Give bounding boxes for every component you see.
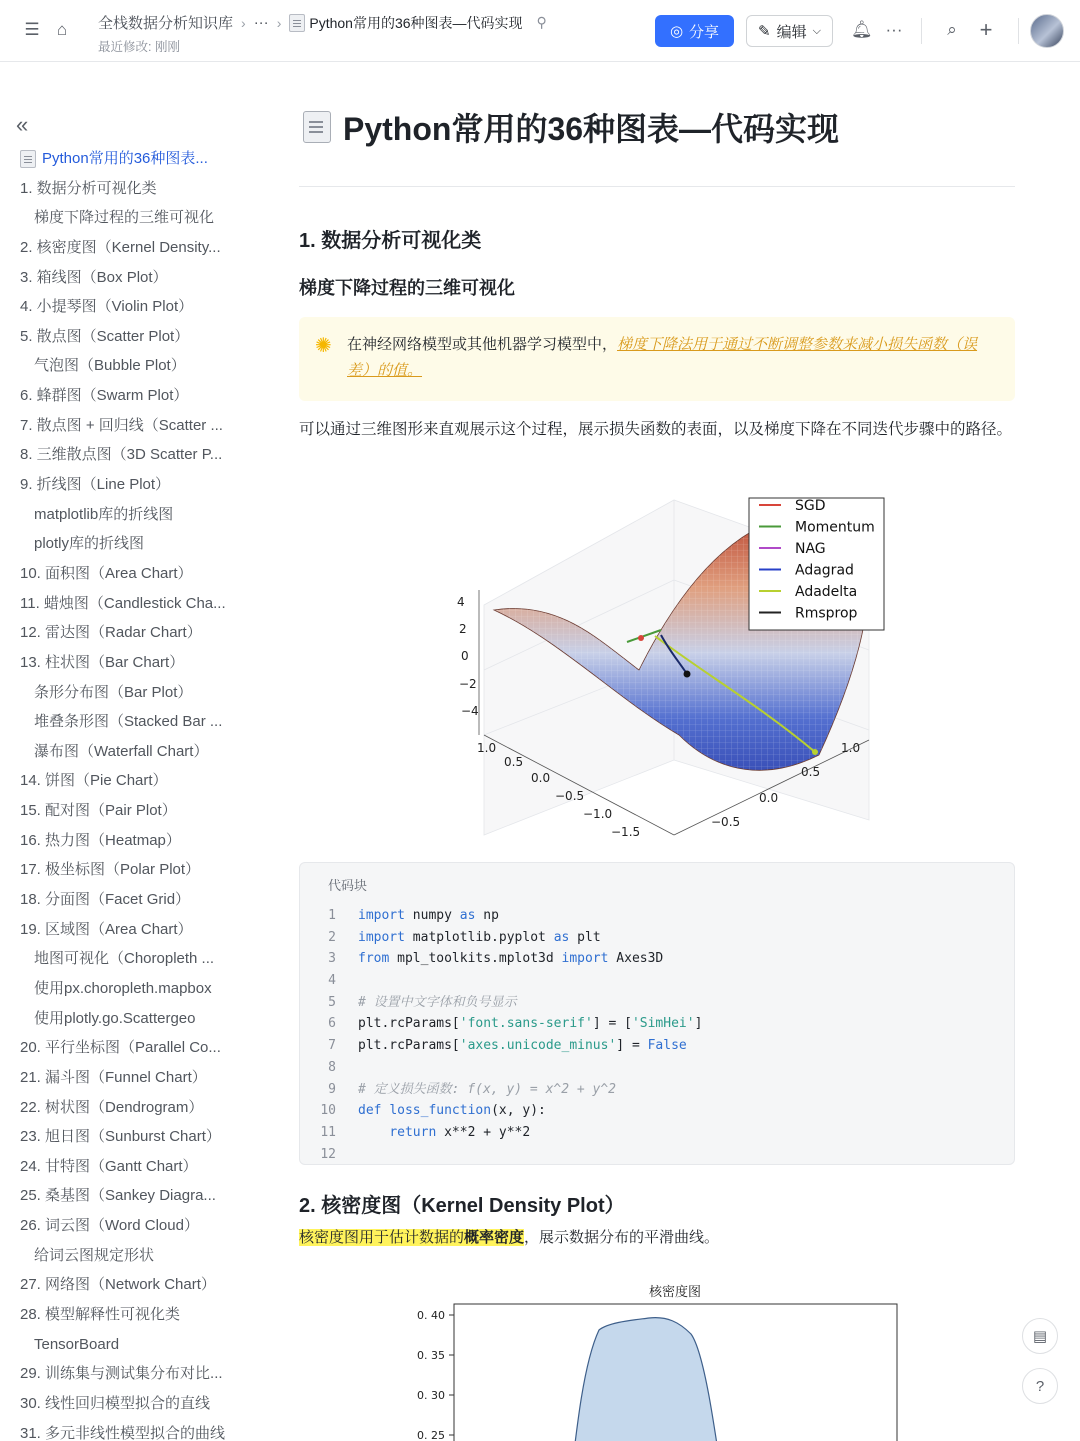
line-code: # 定义损失函数: f(x, y) = x^2 + y^2 bbox=[358, 1081, 617, 1097]
paragraph: 可以通过三维图形来直观展示这个过程，展示损失函数的表面，以及梯度下降在不同迭代步骤中的路径。 bbox=[299, 421, 1013, 438]
callout-text: 在神经网络模型或其他机器学习模型中， bbox=[347, 336, 618, 353]
breadcrumb-current[interactable] bbox=[289, 13, 546, 33]
outline-icon[interactable]: ▤ bbox=[1022, 1318, 1058, 1354]
toc-item[interactable]: 24. 甘特图（Gantt Chart） bbox=[20, 1157, 198, 1175]
line-number: 2 bbox=[328, 929, 336, 945]
outline-toggle-icon[interactable]: ☰ bbox=[24, 20, 40, 39]
breadcrumb-ellipsis[interactable]: ··· bbox=[253, 14, 269, 31]
edit-label: 编辑 bbox=[776, 23, 807, 41]
toc-item[interactable]: 23. 旭日图（Sunburst Chart） bbox=[20, 1128, 221, 1146]
line-number: 12 bbox=[320, 1146, 336, 1162]
code-line bbox=[300, 1122, 1016, 1144]
toc-item-active[interactable] bbox=[20, 144, 250, 174]
heading-gradient-descent: 梯度下降过程的三维可视化 bbox=[299, 278, 515, 298]
legend-label: Adadelta bbox=[795, 584, 858, 600]
line-number: 10 bbox=[320, 1103, 336, 1119]
code-line bbox=[300, 992, 1016, 1014]
gradient-descent-3d-plot bbox=[449, 490, 1049, 850]
toc-item[interactable]: 15. 配对图（Pair Plot） bbox=[20, 802, 177, 820]
y-tick: 0.5 bbox=[801, 765, 821, 779]
chevron-right-icon: › bbox=[276, 14, 282, 31]
toc-item[interactable]: 2. 核密度图（Kernel Density... bbox=[20, 238, 221, 256]
y-tick: 0. 30 bbox=[417, 1389, 445, 1402]
toc-item[interactable]: 18. 分面图（Facet Grid） bbox=[20, 891, 191, 909]
y-tick: 0. 35 bbox=[417, 1349, 445, 1362]
heading-section-2: 2. 核密度图（Kernel Density Plot） bbox=[299, 1195, 625, 1217]
density-area bbox=[567, 1318, 727, 1441]
kde-y-axis bbox=[417, 1309, 454, 1441]
line-code: import numpy as np bbox=[358, 908, 499, 923]
y-tick: 0. 25 bbox=[417, 1429, 445, 1441]
toc-item[interactable]: 瀑布图（Waterfall Chart） bbox=[34, 742, 209, 760]
x-tick: −0.5 bbox=[555, 789, 585, 803]
home-icon[interactable]: ⌂ bbox=[56, 20, 68, 39]
chevron-down-icon: ⌵ bbox=[812, 24, 821, 37]
page-title-text: Python常用的36种图表—代码实现 bbox=[343, 111, 840, 147]
toc-item[interactable]: 8. 三维散点图（3D Scatter P... bbox=[20, 446, 223, 464]
line-code: def loss_function(x, y): bbox=[358, 1103, 546, 1119]
toc-item[interactable]: 给词云图规定形状 bbox=[34, 1246, 155, 1264]
toc-item[interactable]: 1. 数据分析可视化类 bbox=[20, 179, 157, 197]
toc-item[interactable]: 28. 模型解释性可视化类 bbox=[20, 1305, 181, 1323]
line-number: 4 bbox=[328, 973, 336, 989]
toc-item[interactable]: 梯度下降过程的三维可视化 bbox=[34, 209, 215, 227]
toc-item[interactable]: plotly库的折线图 bbox=[34, 535, 145, 553]
toc-item[interactable]: 19. 区域图（Area Chart） bbox=[20, 920, 193, 938]
legend-label: Momentum bbox=[795, 519, 875, 536]
line-code: # 设置中文字体和负号显示 bbox=[358, 994, 517, 1010]
last-modified: 最近修改: 刚刚 bbox=[98, 40, 180, 54]
code-line bbox=[300, 1057, 1016, 1079]
paragraph-kde-rest: ，展示数据分布的平滑曲线。 bbox=[524, 1229, 720, 1246]
title-divider bbox=[299, 186, 1015, 187]
code-line bbox=[300, 1144, 1016, 1166]
breadcrumb-root[interactable]: 全栈数据分析知识库 bbox=[98, 15, 234, 32]
toc-item[interactable]: 26. 词云图（Word Cloud） bbox=[20, 1217, 199, 1235]
toc-item[interactable]: 6. 蜂群图（Swarm Plot） bbox=[20, 387, 189, 405]
toc-item[interactable]: 地图可视化（Choropleth ... bbox=[34, 950, 215, 968]
line-code: plt.rcParams['axes.unicode_minus'] = False bbox=[358, 1038, 687, 1054]
code-line bbox=[300, 1035, 1016, 1057]
code-line bbox=[300, 1013, 1016, 1035]
line-code bbox=[336, 1057, 358, 1079]
highlight-text: 核密度图用于估计数据的概率密度 bbox=[299, 1229, 525, 1246]
heading-section-1: 1. 数据分析可视化类 bbox=[299, 230, 482, 252]
path-end-point bbox=[812, 749, 818, 755]
line-code: import matplotlib.pyplot as plt bbox=[358, 929, 601, 945]
code-block-label: 代码块 bbox=[328, 878, 368, 893]
edit-button[interactable] bbox=[746, 15, 833, 47]
code-line bbox=[300, 948, 1016, 970]
toc-item[interactable]: 17. 极坐标图（Polar Plot） bbox=[20, 861, 201, 879]
x-tick: 1.0 bbox=[477, 741, 497, 755]
code-line bbox=[300, 1100, 1016, 1122]
toc-item[interactable]: 堆叠条形图（Stacked Bar ... bbox=[34, 713, 223, 731]
y-tick: 0.0 bbox=[759, 791, 779, 805]
bell-icon[interactable]: 🔔︎ bbox=[851, 20, 873, 39]
toc-item[interactable]: 10. 面积图（Area Chart） bbox=[20, 564, 193, 582]
paragraph-kde bbox=[299, 1226, 719, 1247]
z-tick: −4 bbox=[461, 704, 479, 718]
sidebar-outline bbox=[0, 62, 262, 1441]
kde-chart bbox=[409, 1272, 909, 1441]
toc-active-label: Python常用的36种图表... bbox=[42, 150, 208, 167]
code-line bbox=[300, 905, 1016, 927]
toc-item[interactable]: 29. 训练集与测试集分布对比... bbox=[20, 1365, 223, 1383]
line-code: plt.rcParams['font.sans-serif'] = ['SimHei'] bbox=[358, 1016, 703, 1032]
pin-icon[interactable]: ⚲ bbox=[536, 14, 547, 30]
line-number: 6 bbox=[328, 1016, 336, 1032]
x-tick: 0.5 bbox=[504, 755, 524, 769]
toc-item[interactable]: 5. 散点图（Scatter Plot） bbox=[20, 327, 190, 345]
toc-item[interactable]: 12. 雷达图（Radar Chart） bbox=[20, 624, 202, 642]
line-code bbox=[336, 970, 358, 992]
line-code: from mpl_toolkits.mplot3d import Axes3D bbox=[358, 951, 664, 967]
toc-item[interactable]: 22. 树状图（Dendrogram） bbox=[20, 1098, 204, 1116]
globe-icon: ◎ bbox=[669, 23, 684, 40]
x-tick: −1.5 bbox=[611, 825, 641, 839]
toc-item[interactable]: matplotlib库的折线图 bbox=[34, 505, 174, 523]
share-button[interactable] bbox=[655, 15, 734, 47]
top-bar bbox=[0, 0, 1080, 62]
share-label: 分享 bbox=[689, 23, 720, 41]
plus-icon[interactable]: + bbox=[979, 17, 993, 42]
more-icon[interactable]: ··· bbox=[885, 20, 903, 39]
line-code: return x**2 + y**2 bbox=[389, 1124, 531, 1140]
breadcrumb-doc-title: Python常用的36种图表—代码实现 bbox=[309, 14, 523, 31]
help-icon[interactable]: ? bbox=[1022, 1368, 1058, 1404]
legend-label: NAG bbox=[795, 541, 826, 557]
toc-item[interactable]: 使用plotly.go.Scattergeo bbox=[34, 1009, 196, 1027]
line-code bbox=[336, 1144, 358, 1166]
toc-item[interactable]: 20. 平行坐标图（Parallel Co... bbox=[20, 1039, 221, 1057]
breadcrumb bbox=[98, 12, 547, 55]
toc-item[interactable]: 21. 漏斗图（Funnel Chart） bbox=[20, 1068, 207, 1086]
divider bbox=[1018, 18, 1019, 44]
divider bbox=[921, 18, 922, 44]
toc-item[interactable]: 16. 热力图（Heatmap） bbox=[20, 831, 181, 849]
z-axis bbox=[457, 595, 479, 718]
y-tick: −0.5 bbox=[711, 815, 741, 829]
code-line bbox=[300, 927, 1016, 949]
line-number: 9 bbox=[328, 1081, 336, 1097]
line-number: 8 bbox=[328, 1059, 336, 1075]
legend-label: SGD bbox=[795, 498, 826, 514]
y-tick: 0. 40 bbox=[417, 1309, 445, 1322]
chevron-right-icon: › bbox=[241, 14, 246, 31]
avatar[interactable] bbox=[1030, 14, 1064, 48]
x-tick: −1.0 bbox=[583, 807, 613, 821]
toc-item[interactable]: 条形分布图（Bar Plot） bbox=[34, 683, 193, 701]
z-tick: 0 bbox=[461, 649, 469, 663]
search-icon[interactable]: ⌕ bbox=[947, 20, 957, 39]
y-tick: 1.0 bbox=[841, 741, 861, 755]
legend-label: Adagrad bbox=[795, 562, 854, 579]
lightbulb-icon: ✺ bbox=[315, 335, 332, 357]
toc-item[interactable]: 9. 折线图（Line Plot） bbox=[20, 476, 171, 494]
toc-item[interactable]: 11. 蜡烛图（Candlestick Cha... bbox=[20, 594, 226, 612]
pencil-icon: ✎ bbox=[758, 23, 771, 40]
document-icon bbox=[289, 14, 305, 32]
code-body[interactable] bbox=[300, 905, 1016, 1165]
document-icon bbox=[20, 150, 36, 168]
toc-item[interactable]: 27. 网络图（Network Chart） bbox=[20, 1276, 216, 1294]
callout-box bbox=[299, 317, 1015, 401]
toc-item[interactable]: 25. 桑基图（Sankey Diagra... bbox=[20, 1187, 216, 1205]
table-of-contents bbox=[20, 144, 250, 1441]
toc-item[interactable]: 13. 柱状图（Bar Chart） bbox=[20, 653, 185, 671]
z-tick: −2 bbox=[459, 677, 477, 691]
toc-item[interactable]: 气泡图（Bubble Plot） bbox=[34, 357, 186, 375]
chart-legend bbox=[749, 498, 884, 630]
x-tick: 0.0 bbox=[531, 771, 551, 785]
legend-label: Rmsprop bbox=[795, 605, 858, 622]
callout-highlight: 梯度下降法用于通过不断调整参数来减小损失函数（误差）的值。 bbox=[347, 336, 978, 379]
toc-item[interactable]: 使用px.choropleth.mapbox bbox=[34, 979, 212, 997]
toc-item[interactable]: 30. 线性回归模型拟合的直线 bbox=[20, 1394, 211, 1412]
chart-title: 核密度图 bbox=[648, 1285, 702, 1300]
path-start-point bbox=[638, 635, 644, 641]
line-number: 5 bbox=[328, 994, 336, 1010]
toc-item[interactable]: TensorBoard bbox=[34, 1335, 120, 1353]
line-number: 11 bbox=[320, 1124, 336, 1140]
document-icon bbox=[303, 111, 331, 143]
toc-item[interactable]: 7. 散点图 + 回归线（Scatter ... bbox=[20, 416, 223, 434]
path-end-point bbox=[684, 671, 691, 678]
toc-item[interactable]: 3. 箱线图（Box Plot） bbox=[20, 268, 168, 286]
code-block[interactable] bbox=[299, 862, 1015, 1165]
page-title bbox=[303, 104, 839, 150]
line-number: 1 bbox=[328, 908, 336, 923]
line-number: 7 bbox=[328, 1038, 336, 1054]
z-tick: 2 bbox=[459, 622, 467, 636]
code-line bbox=[300, 970, 1016, 992]
line-number: 3 bbox=[328, 951, 336, 967]
toc-item[interactable]: 14. 饼图（Pie Chart） bbox=[20, 772, 168, 790]
collapse-sidebar-icon[interactable]: « bbox=[16, 112, 29, 137]
toc-item[interactable]: 31. 多元非线性模型拟合的曲线 bbox=[20, 1424, 226, 1441]
z-tick: 4 bbox=[457, 595, 465, 609]
code-line bbox=[300, 1079, 1016, 1101]
toc-item[interactable]: 4. 小提琴图（Violin Plot） bbox=[20, 298, 194, 316]
